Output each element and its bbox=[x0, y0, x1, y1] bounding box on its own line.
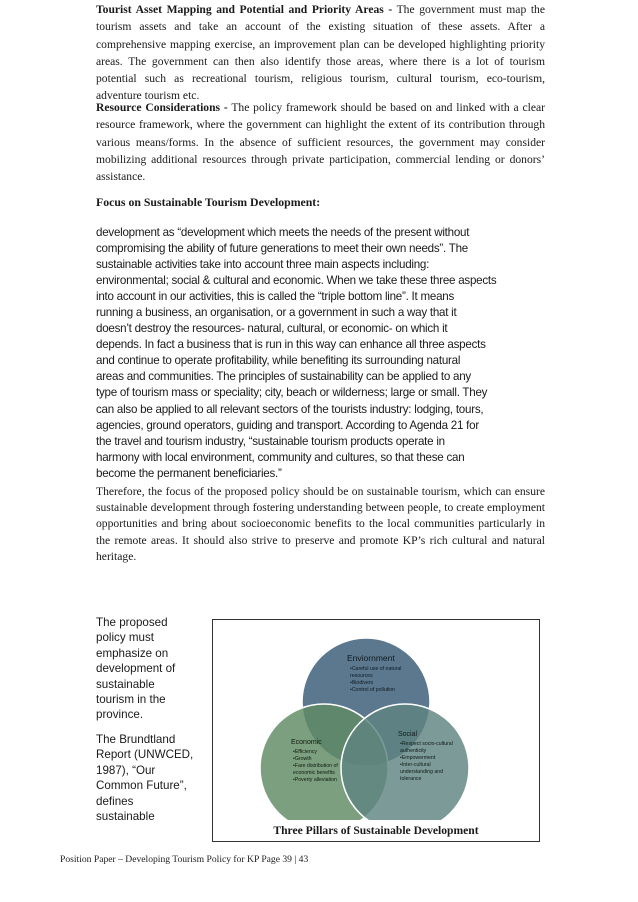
environment-title: Enviornment bbox=[347, 653, 395, 663]
definition-line: compromising the ability of future generations to meet their own needs”. The bbox=[96, 242, 468, 256]
pillar-item: •Fare distribution of bbox=[293, 763, 338, 769]
pillar-item: economic benefits bbox=[293, 770, 335, 776]
resource-considerations-text: The policy framework should be based on and linked with a clear resource framework, where the government can highlight the extent of its contribution through various means/forms. In the absence of sufficient resources, the government may consider mobilizing additional resources through private participation, commercial lending or donors’ assistance. bbox=[96, 101, 545, 184]
definition-line: type of tourism mass or speciality; city, beach or wilderness; large or small. They bbox=[96, 386, 488, 400]
sustainable-development-definition bbox=[96, 225, 548, 482]
figure-caption: Three Pillars of Sustainable Development bbox=[273, 824, 479, 837]
resource-considerations-paragraph bbox=[96, 99, 545, 185]
sidebar-line: development of bbox=[96, 662, 176, 676]
pillar-item: •Control of pollution bbox=[350, 687, 396, 693]
definition-line: sustainable activities take into account three main aspects including: bbox=[96, 258, 430, 272]
focus-conclusion-paragraph: Therefore, the focus of the proposed policy should be on sustainable tourism, which can ensure sustainable development through fostering understanding between people, to create employment opportunities and bring about socioeconomic benefits to the local communities particularly in the remote areas. It should also strive to preserve and promote KP’s rich cultural and natural heritage. bbox=[96, 485, 545, 563]
pillar-item: •Inter-cultural bbox=[400, 762, 431, 768]
definition-line: areas and communities. The principles of sustainability can be applied to any bbox=[96, 370, 471, 384]
pillar-item: •Poverty alleviation bbox=[293, 777, 337, 783]
resource-considerations-heading: Resource Considerations - bbox=[96, 101, 228, 114]
pillar-item: •Careful use of natural bbox=[350, 666, 402, 672]
sidebar-line: tourism in the bbox=[96, 693, 166, 707]
sidebar-line: The Brundtland bbox=[96, 733, 176, 746]
focus-heading: Focus on Sustainable Tourism Development: bbox=[96, 195, 321, 209]
economic-title: Economic bbox=[291, 739, 322, 746]
definition-line: environmental; social & cultural and economic. When we take these three aspects bbox=[96, 274, 497, 288]
asset-mapping-text: The government must map the tourism assets and take an account of the existing situation of these assets. After a comprehensive mapping exercise, an improvement plan can be developed highlighting priority areas. The government can then also identify those areas, where there is a lot of tourism potential such as recreational tourism, religious tourism, cultural tourism, eco-tourism, adventure tourism etc. bbox=[96, 3, 545, 103]
sidebar-line: sustainable bbox=[96, 677, 155, 691]
social-title: Social bbox=[398, 731, 418, 738]
three-pillars-figure bbox=[212, 619, 540, 842]
definition-line: and continue to operate profitability, while benefiting its surrounding natural bbox=[96, 354, 461, 368]
page-footer: Position Paper – Developing Tourism Policy for KP Page 39 | 43 bbox=[60, 854, 309, 865]
pillar-item: •Growth bbox=[293, 756, 312, 762]
sidebar-proposed-policy bbox=[96, 615, 210, 723]
sidebar-line: Report (UNWCED, bbox=[96, 748, 194, 762]
sidebar-brundtland bbox=[96, 732, 210, 824]
asset-mapping-heading: Tourist Asset Mapping and Potential and Priority Areas - bbox=[96, 3, 393, 16]
sidebar-line: The proposed bbox=[96, 616, 168, 629]
venn-diagram bbox=[213, 620, 539, 820]
definition-line: the travel and tourism industry, “sustainable tourism products operate in bbox=[96, 434, 445, 448]
definition-line: can also be applied to all relevant sectors of the tourists industry: lodging, tours, bbox=[96, 402, 484, 416]
sidebar-line: sustainable bbox=[96, 810, 155, 824]
sidebar-line: defines bbox=[96, 794, 134, 808]
sidebar-line: 1987), “Our bbox=[96, 763, 156, 777]
definition-line: depends. In fact a business that is run in this way can enhance all three aspects bbox=[96, 338, 486, 352]
pillar-item: resources bbox=[350, 673, 373, 679]
sidebar-line: policy must bbox=[96, 631, 154, 645]
definition-line: development as “development which meets the needs of the present without bbox=[96, 226, 470, 239]
pillar-item: •Efficiency bbox=[293, 749, 317, 755]
definition-line: become the permanent beneficiaries.” bbox=[96, 466, 282, 480]
pillar-item: •Empowerment bbox=[400, 755, 436, 761]
pillar-item: authenticity bbox=[400, 748, 427, 754]
definition-line: running a business, an organisation, or a government in such a way that it bbox=[96, 306, 457, 320]
pillar-item: understanding and bbox=[400, 769, 443, 775]
definition-line: into account in our activities, this is called the “triple bottom line”. It means bbox=[96, 290, 455, 304]
sidebar-line: province. bbox=[96, 708, 144, 722]
sidebar-line: emphasize on bbox=[96, 646, 169, 660]
pillar-item: •Respect socio-cultural bbox=[400, 741, 453, 747]
definition-line: agencies, ground operators, guiding and transport. According to Agenda 21 for bbox=[96, 418, 479, 432]
pillar-item: tolerance bbox=[400, 776, 422, 782]
definition-line: doesn’t destroy the resources- natural, cultural, or economic- on which it bbox=[96, 322, 448, 336]
definition-line: harmony with local environment, community and cultures, so that these can bbox=[96, 450, 465, 464]
asset-mapping-paragraph bbox=[96, 1, 545, 105]
pillar-item: •Biodivers bbox=[350, 680, 374, 686]
sidebar-line: Common Future”, bbox=[96, 779, 187, 793]
